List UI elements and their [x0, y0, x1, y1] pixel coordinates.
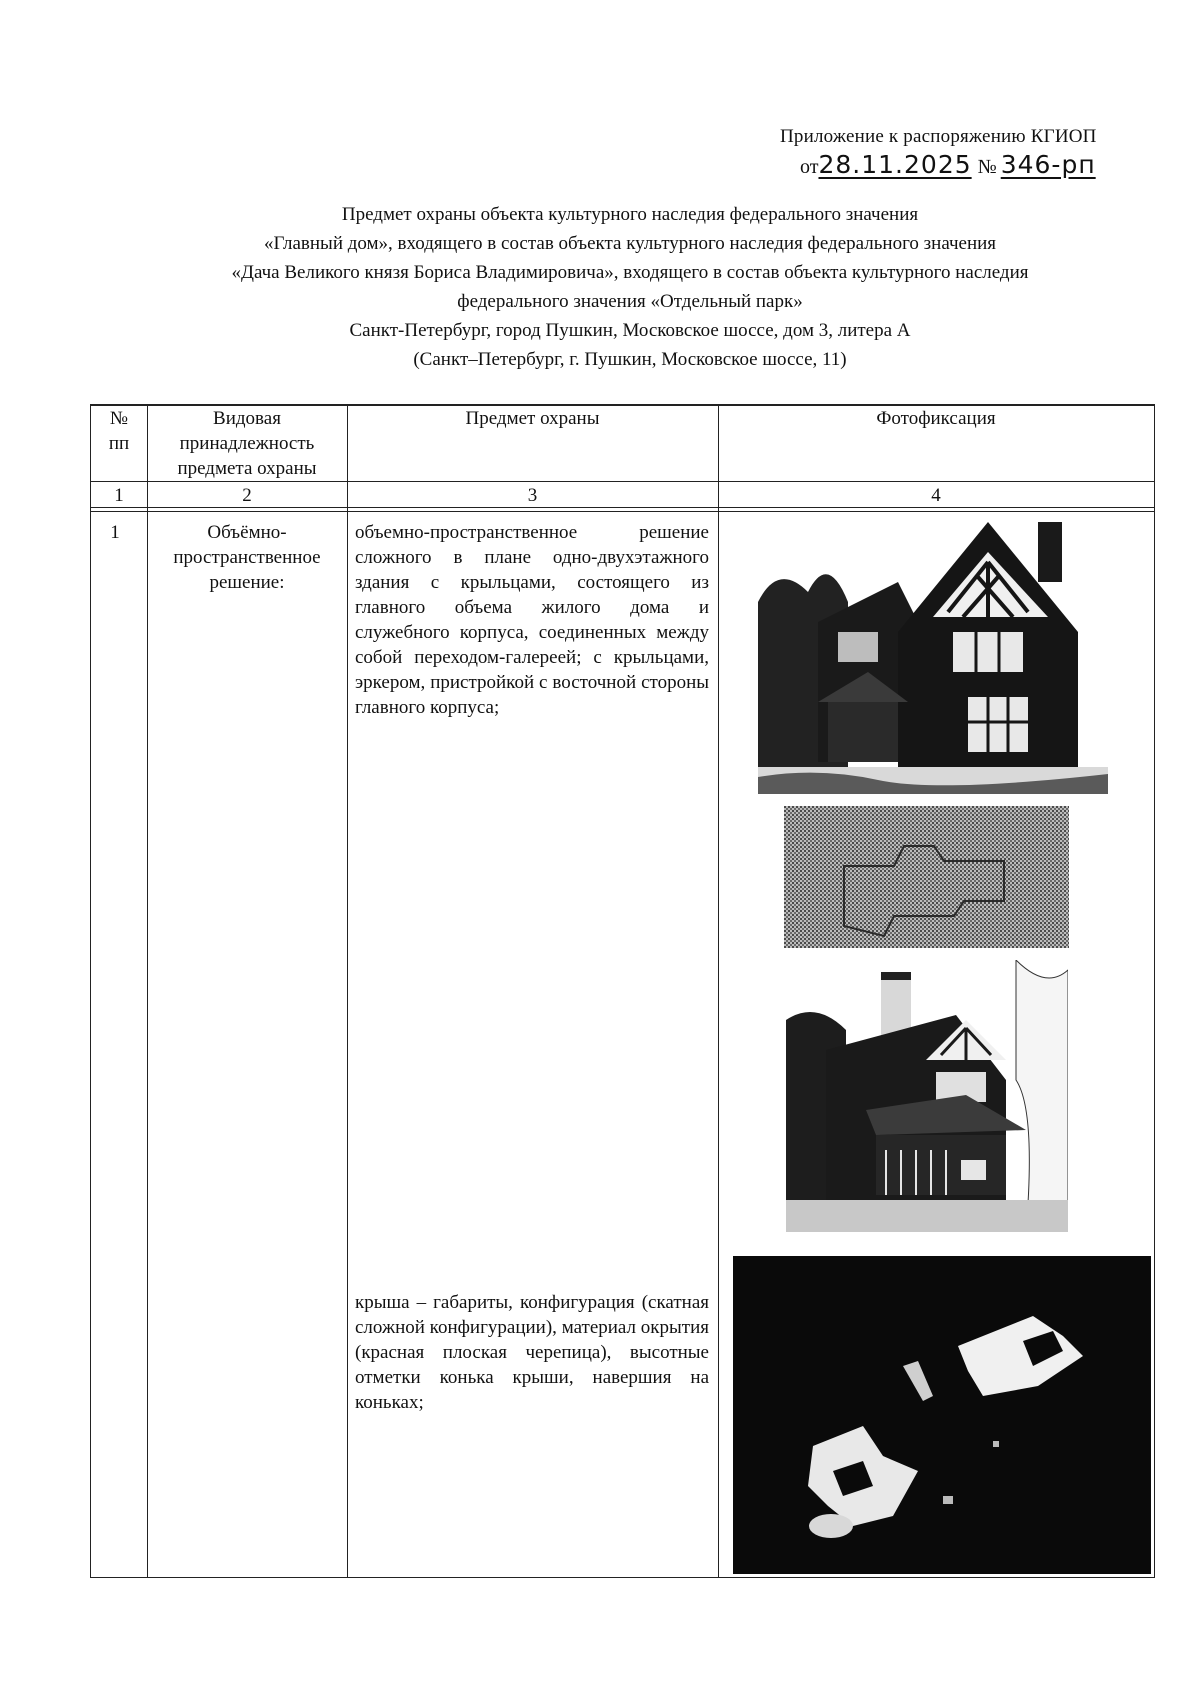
protected-item-volume: объемно-пространственное решение сложного в плане одно-двухэтажного здания с крыльцами, состоящего из главного объема жилого дома и служебного корпуса, соединенных между собой переходом-галереей; с крыльцами, эркером, пристройкой с восточной стороны главного корпуса; — [355, 522, 709, 718]
column-divider-3 — [718, 404, 719, 1578]
title-line-2: «Главный дом», входящего в состав объекта культурного наследия федерального значения — [263, 233, 997, 254]
photo-house-corner — [786, 960, 1068, 1232]
photo-main-house-facade — [758, 522, 1108, 794]
row-number: 1 — [110, 522, 120, 543]
document-title — [100, 200, 1160, 374]
date-prefix: от — [800, 156, 819, 178]
photo-aerial-roof — [733, 1256, 1151, 1574]
numbers-row-second-border — [90, 511, 1155, 512]
handwritten-order-number: 346-рп — [1000, 150, 1096, 179]
column-number-2: 2 — [242, 485, 252, 506]
row-category: Объёмно- пространственное решение: — [173, 522, 321, 593]
column-number-3: 3 — [527, 485, 538, 506]
column-number-1: 1 — [114, 485, 124, 506]
order-date-line — [800, 150, 1096, 179]
header-number: № пп — [108, 408, 130, 454]
table-bottom-border — [90, 1577, 1155, 1578]
column-number-4: 4 — [931, 485, 941, 506]
title-address-alt: (Санкт–Петербург, г. Пушкин, Московское шоссе, 11) — [413, 349, 847, 370]
appendix-label: Приложение к распоряжению КГИОП — [780, 126, 1097, 147]
column-divider-1 — [147, 404, 148, 1578]
title-address: Санкт-Петербург, город Пушкин, Московское шоссе, дом 3, литера А — [349, 320, 911, 341]
header-category: Видовая принадлежность предмета охраны — [177, 408, 317, 479]
header-bottom-border — [90, 481, 1155, 482]
column-divider-right — [1154, 404, 1155, 1578]
header-protected-item: Предмет охраны — [465, 408, 600, 429]
handwritten-date: 28.11.2025 — [818, 150, 972, 179]
photo-plan-drawing — [784, 806, 1069, 948]
number-sign: № — [977, 156, 997, 178]
title-line-1: Предмет охраны объекта культурного наследия федерального значения — [341, 204, 919, 225]
protected-item-roof: крыша – габариты, конфигурация (скатная сложной конфигурации), материал окрытия (красная плоская черепица), высотные отметки конька крыши, навершия на коньках; — [355, 1292, 709, 1413]
column-divider-2 — [347, 404, 348, 1578]
column-divider-left — [90, 404, 91, 1578]
title-line-4: федерального значения «Отдельный парк» — [457, 291, 803, 312]
title-line-3: «Дача Великого князя Бориса Владимировича», входящего в состав объекта культурного наследия — [231, 262, 1029, 283]
header-photo: Фотофиксация — [876, 408, 996, 429]
